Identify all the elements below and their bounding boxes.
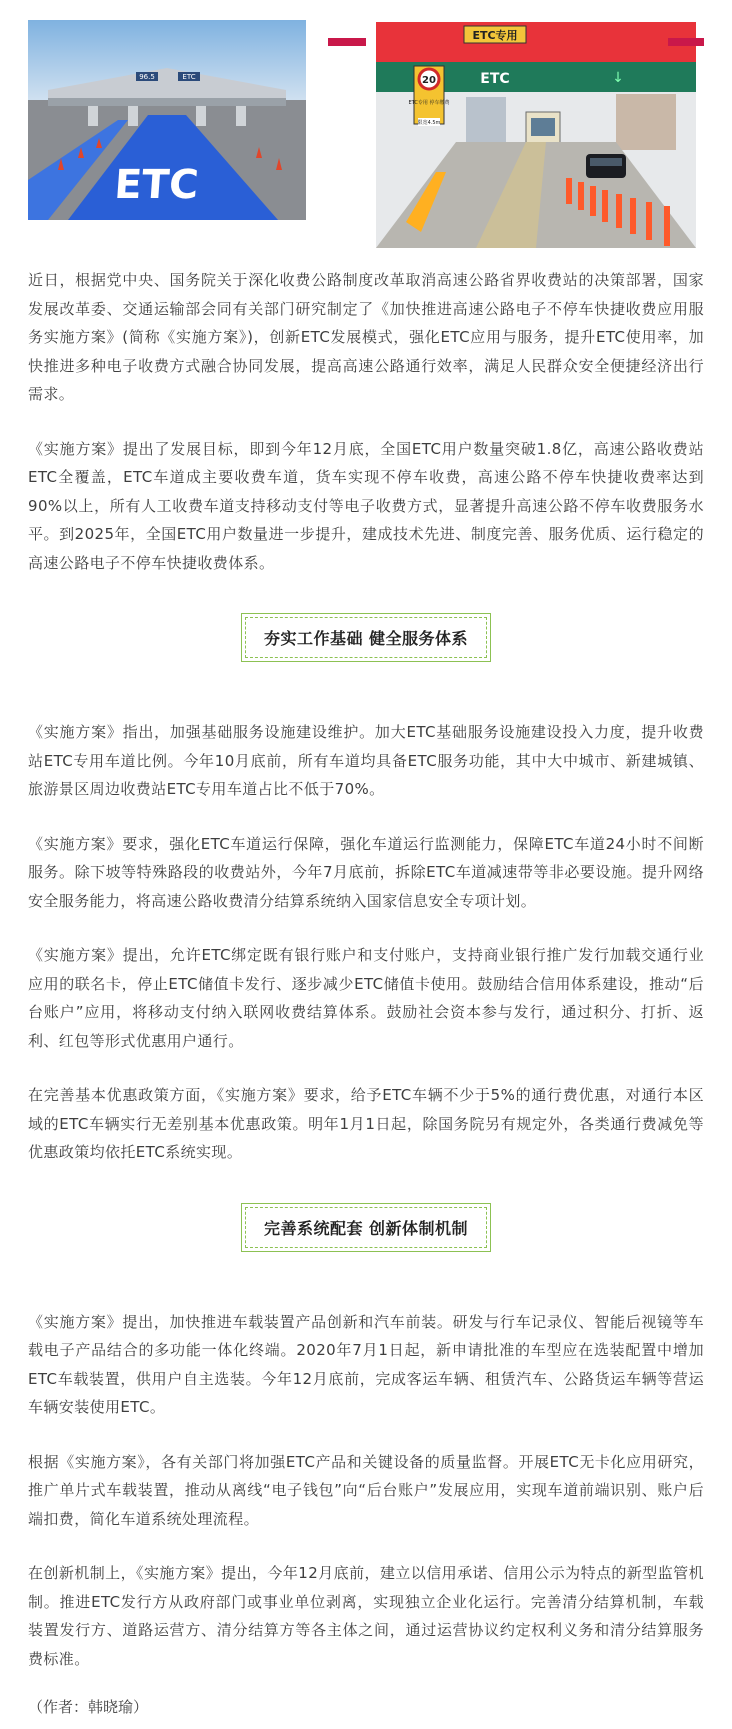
road-marking-etc: ETC	[112, 162, 201, 208]
paragraph-onboard-units: 《实施方案》提出，加快推进车载装置产品创新和汽车前装。研发与行车记录仪、智能后视镜等车载电子产品结合的多功能一体化终端。2020年7月1日起，新申请批准的车型应在选装配置中增加ETC车载装置，供用户自主选装。今年12月底前，完成客运车辆、租赁汽车、公路货运车辆等营运车辆安装使用ETC。	[28, 1312, 704, 1416]
paragraph-goals: 《实施方案》提出了发展目标，即到今年12月底，全国ETC用户数量突破1.8亿，高速公路收费站ETC全覆盖，ETC车道成主要收费车道，货车实现不停车收费，高速公路不停车快捷收费率达到90%以上，所有人工收费车道支持移动支付等电子收费方式，显著提升高速公路不停车收费服务水平。到2025年，全国ETC用户数量进一步提升，建成技术先进、制度完善、服务优质、运行稳定的高速公路电子不停车快捷收费体系。	[28, 439, 704, 572]
svg-text:↓: ↓	[612, 70, 624, 86]
etc-toll-illustration	[376, 22, 696, 248]
speed-limit-sign: 20	[422, 75, 436, 86]
paragraph-quality: 根据《实施方案》，各有关部门将加强ETC产品和关键设备的质量监督。开展ETC无卡化应用研究，推广单片式车载装置，推动从离线“电子钱包”向“后台账户”发展应用，实现车道前端识别、账户后端扣费，简化车道系统处理流程。	[28, 1452, 704, 1528]
paragraph-lane-guarantee: 《实施方案》要求，强化ETC车道运行保障，强化车道运行监测能力，保障ETC车道24小时不间断服务。除下坡等特殊路段的收费站外，今年7月底前，拆除ETC车道减速带等非必要设施。提升网络安全服务能力，将高速公路收费清分结算系统纳入国家信息安全专项计划。	[28, 834, 704, 910]
section-heading-2: 完善系统配套 创新体制机制	[245, 1207, 487, 1248]
accent-bar-right	[668, 38, 704, 46]
etc-lane-illustration	[28, 20, 306, 220]
section-heading-2-wrap	[28, 1203, 704, 1252]
booth-sign-2: ETC	[182, 73, 196, 81]
sign-etc-only: ETC专用	[472, 29, 518, 42]
sign-limit-note: 限宽4.5m	[417, 120, 441, 126]
etc-lane-photo	[28, 20, 306, 220]
paragraph-discounts: 在完善基本优惠政策方面，《实施方案》要求，给予ETC车辆不少于5%的通行费优惠，对通行本区域的ETC车辆实行无差别基本优惠政策。明年1月1日起，除国务院另有规定外，各类通行费减免等优惠政策均依托ETC系统实现。	[28, 1086, 704, 1161]
article-body	[28, 266, 704, 1721]
section-heading-1-wrap	[28, 613, 704, 662]
author-credit: （作者：韩晓瑜）	[28, 1698, 149, 1716]
accent-bar-left	[328, 38, 366, 46]
sign-lane-text: ETC专用 停车缴费	[408, 100, 450, 106]
booth-sign-1: 96.5	[139, 73, 155, 81]
sign-etc: ETC	[480, 71, 510, 87]
paragraph-mechanism: 在创新机制上，《实施方案》提出，今年12月底前，建立以信用承诺、信用公示为特点的新型监管机制。推进ETC发行方从政府部门或事业单位剥离，实现独立企业化运行。完善清分结算机制，车载装置发行方、道路运营方、清分结算方等各主体之间，通过运营协议约定权利义务和清分结算服务费标准。	[28, 1564, 704, 1668]
header-photos	[28, 20, 704, 234]
section-heading-2-box	[241, 1203, 491, 1252]
section-heading-1: 夯实工作基础 健全服务体系	[245, 617, 487, 658]
section-heading-1-box	[241, 613, 491, 662]
etc-toll-photo	[376, 22, 696, 248]
paragraph-intro: 近日，根据党中央、国务院关于深化收费公路制度改革取消高速公路省界收费站的决策部署，国家发展改革委、交通运输部会同有关部门研究制定了《加快推进高速公路电子不停车快捷收费应用服务实施方案》(简称《实施方案》)，创新ETC发展模式，强化ETC应用与服务，提升ETC使用率，加快推进多种电子收费方式融合协同发展，提高高速公路通行效率，满足人民群众安全便捷经济出行需求。	[28, 271, 704, 403]
paragraph-infrastructure: 《实施方案》指出，加强基础服务设施建设维护。加大ETC基础服务设施建设投入力度，提升收费站ETC专用车道比例。今年10月底前，所有车道均具备ETC服务功能，其中大中城市、新建城镇、旅游景区周边收费站ETC专用车道占比不低于70%。	[28, 723, 704, 798]
paragraph-accounts: 《实施方案》提出，允许ETC绑定既有银行账户和支付账户，支持商业银行推广发行加载交通行业应用的联名卡，停止ETC储值卡发行、逐步减少ETC储值卡使用。鼓励结合信用体系建设，推动“后台账户”应用，将移动支付纳入联网收费结算体系。鼓励社会资本参与发行，通过积分、打折、返利、红包等形式优惠用户通行。	[28, 946, 704, 1050]
